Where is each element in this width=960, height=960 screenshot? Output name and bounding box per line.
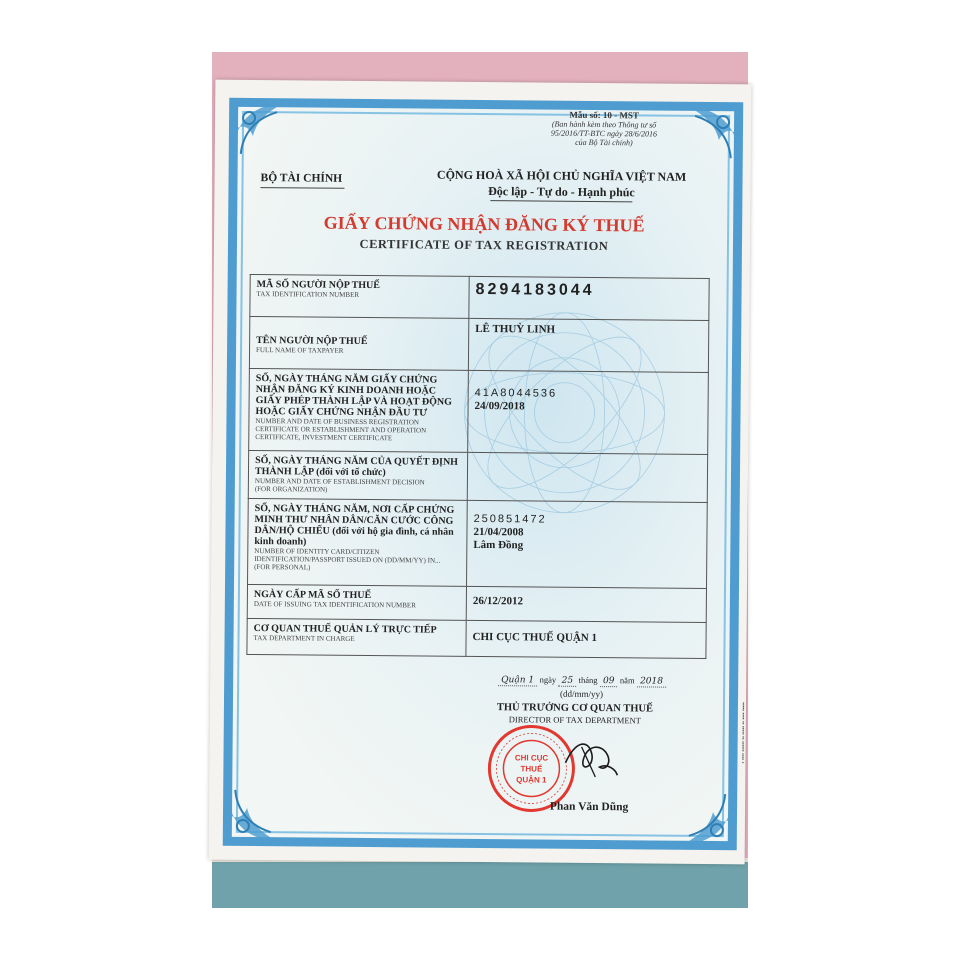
label-text: SỐ, NGÀY THÁNG NĂM CỦA QUYẾT ĐỊNH THÀNH LẬP bbox=[254, 455, 459, 478]
table-row bbox=[249, 368, 709, 454]
label-vietnamese bbox=[254, 503, 460, 549]
label-english: TAX DEPARTMENT IN CHARGE bbox=[253, 634, 355, 643]
row-label bbox=[248, 498, 468, 586]
dateline-year: 2018 bbox=[637, 676, 666, 687]
tax-department: CHI CỤC THUẾ QUẬN 1 bbox=[472, 630, 598, 645]
table-row bbox=[248, 498, 708, 588]
national-motto: Độc lập - Tự do - Hạnh phúc bbox=[488, 184, 635, 200]
label-english: NUMBER AND DATE OF BUSINESS REGISTRATION CERTIFICATE OR ESTABLISHMENT AND OPERATION CERTIFICATE, INVESTMENT CERTIFICATE bbox=[255, 417, 427, 443]
dateline-month: 09 bbox=[600, 676, 618, 687]
seal-center-line: QUẬN 1 bbox=[516, 775, 547, 785]
form-code-note: (Ban hành kèm theo Thông tư số bbox=[551, 119, 657, 130]
label-vietnamese: TÊN NGƯỜI NỘP THUẾ bbox=[256, 335, 368, 348]
photo-band-left bbox=[0, 52, 212, 908]
issue-dateline bbox=[498, 674, 708, 687]
table-row bbox=[250, 274, 709, 320]
form-code-block bbox=[537, 110, 671, 147]
row-label bbox=[248, 450, 467, 500]
tax-certificate bbox=[209, 80, 752, 865]
seal-center-line: THUẾ bbox=[520, 764, 543, 774]
dateline-year-word: năm bbox=[619, 675, 635, 686]
corner-ornament-icon bbox=[227, 96, 298, 167]
taxpayer-name-value bbox=[468, 318, 708, 372]
row-label bbox=[250, 274, 469, 318]
teal-foam-mat bbox=[212, 862, 748, 908]
label-vietnamese: CƠ QUAN THUẾ QUẢN LÝ TRỰC TIẾP bbox=[253, 623, 437, 636]
document-title: GIẤY CHỨNG NHẬN ĐĂNG KÝ THUẾ bbox=[323, 212, 645, 236]
corner-ornament-icon bbox=[675, 100, 746, 171]
identity-card-number: 250851472 bbox=[473, 512, 547, 526]
dateline-format: (dd/mm/yy) bbox=[560, 688, 604, 700]
label-english: NUMBER OF IDENTITY CARD/CITIZEN IDENTIFICATION/PASSPORT ISSUED ON (DD/MM/YY) IN... bbox=[254, 547, 441, 565]
identity-card-value bbox=[467, 500, 708, 588]
identity-card-place: Lâm Đồng bbox=[473, 538, 524, 552]
table-row bbox=[247, 618, 706, 658]
row-label bbox=[247, 618, 466, 656]
photo-band-right bbox=[748, 52, 960, 908]
business-registration-number: 41A8044536 bbox=[474, 386, 558, 400]
handwritten-signature-icon bbox=[561, 733, 621, 784]
business-registration-value bbox=[468, 370, 709, 454]
identity-card-date: 21/04/2008 bbox=[473, 525, 524, 539]
row-label bbox=[247, 584, 466, 620]
label-vietnamese: MÃ SỐ NGƯỜI NỘP THUẾ bbox=[256, 279, 381, 292]
dateline-day: 25 bbox=[559, 676, 577, 687]
corner-ornament-icon bbox=[221, 778, 292, 849]
issue-date: 26/12/2012 bbox=[472, 594, 524, 608]
label-english: TAX IDENTIFICATION NUMBER bbox=[256, 290, 360, 299]
side-printer-note: ▪ ▪▪▪▪ ▪▪▪▪▪▪ ▪▪ ▪▪▪▪▪ ▪▪ ▪▪▪▪ ▪▪▪▪▪ bbox=[740, 702, 748, 764]
dateline-day-word: ngày bbox=[539, 674, 557, 685]
signatory-name: Phan Văn Dũng bbox=[549, 800, 629, 814]
tax-department-value bbox=[466, 620, 706, 658]
issue-date-value bbox=[466, 586, 706, 622]
form-code-note: của Bộ Tài chính) bbox=[575, 137, 633, 148]
label-vietnamese: NGÀY CẤP MÃ SỐ THUẾ bbox=[253, 589, 372, 602]
national-title: CỘNG HOÀ XÃ HỘI CHỦ NGHĨA VIỆT NAM bbox=[436, 167, 687, 184]
label-text: SỐ, NGÀY THÁNG NĂM, NƠI CẤP CHỨNG MINH THƯ NHÂN DÂN/CĂN CƯỚC CÔNG DÂN/HỘ CHIẾU bbox=[254, 503, 455, 537]
photo-band-top bbox=[0, 0, 960, 52]
row-label bbox=[249, 368, 469, 452]
signatory-title-english: DIRECTOR OF TAX DEPARTMENT bbox=[508, 714, 641, 726]
establishment-decision-value bbox=[467, 452, 707, 502]
label-english: DATE OF ISSUING TAX IDENTIFICATION NUMBER bbox=[253, 600, 416, 610]
corner-ornament-icon bbox=[669, 782, 740, 853]
photo-band-bottom bbox=[0, 908, 960, 960]
tax-id-value: 8294183044 bbox=[469, 276, 709, 320]
business-registration-date: 24/09/2018 bbox=[474, 399, 525, 413]
dateline-month-word: tháng bbox=[578, 674, 598, 686]
issuing-ministry: BỘ TÀI CHÍNH bbox=[260, 172, 343, 185]
label-english: NUMBER AND DATE OF ESTABLISHMENT DECISION bbox=[254, 477, 425, 487]
form-code-note: 95/2016/TT-BTC ngày 28/6/2016 bbox=[550, 128, 658, 139]
label-vietnamese: SỐ, NGÀY THÁNG NĂM GIẤY CHỨNG NHẬN ĐĂNG KÝ KINH DOANH HOẶC GIẤY PHÉP THÀNH LẬP VÀ HOẠT ĐỘNG HOẶC GIẤY CHỨNG NHẬN ĐẦU TƯ bbox=[255, 373, 452, 419]
label-english-note: (FOR ORGANIZATION) bbox=[254, 485, 328, 494]
taxpayer-name: LÊ THUỲ LINH bbox=[475, 322, 556, 336]
registration-table bbox=[246, 274, 709, 659]
signatory-title: THỦ TRƯỞNG CƠ QUAN THUẾ bbox=[496, 702, 654, 715]
row-label bbox=[249, 316, 468, 370]
table-row bbox=[247, 584, 706, 622]
dateline-place: Quận 1 bbox=[498, 675, 537, 686]
label-vietnamese bbox=[255, 455, 461, 479]
label-note: (đối với hộ gia đình, cá nhân kinh doanh) bbox=[254, 525, 454, 548]
form-code-title: Mẫu số: 10 - MST bbox=[569, 109, 639, 121]
table-row bbox=[249, 316, 708, 372]
seal-center-line: CHI CỤC bbox=[514, 753, 549, 763]
label-note: (đối với tổ chức) bbox=[316, 466, 386, 479]
label-english: FULL NAME OF TAXPAYER bbox=[256, 346, 344, 355]
document-title-english: CERTIFICATE OF TAX REGISTRATION bbox=[359, 236, 609, 254]
label-english-note: (FOR PERSONAL) bbox=[254, 563, 311, 572]
table-row bbox=[248, 450, 707, 502]
